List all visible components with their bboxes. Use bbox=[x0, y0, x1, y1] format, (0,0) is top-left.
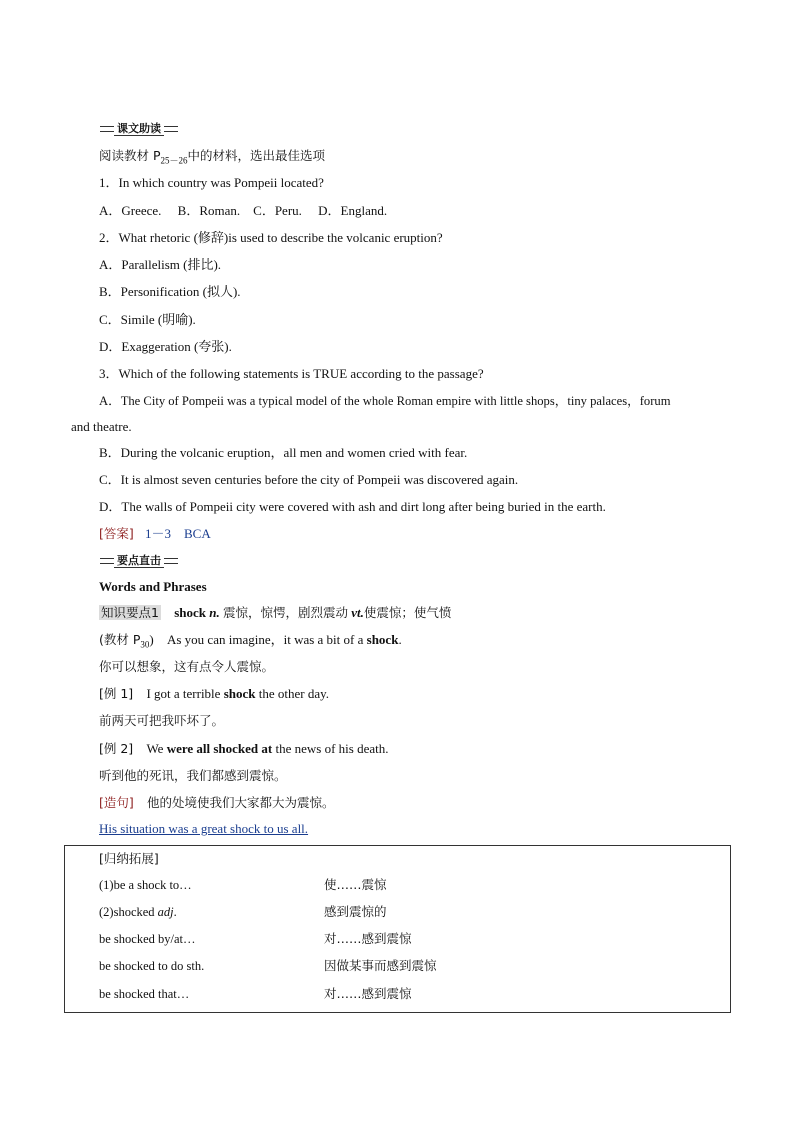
example-1-translation: 前两天可把我吓坏了。 bbox=[99, 713, 225, 728]
words-phrases-title: Words and Phrases bbox=[99, 579, 207, 594]
header-left-bar bbox=[100, 126, 114, 132]
summary-row-en: be shocked to do sth. bbox=[99, 959, 205, 973]
question-2-option-d: D．Exaggeration (夸张). bbox=[99, 339, 232, 354]
summary-row-en: (2)shocked adj. bbox=[99, 905, 177, 919]
question-2-option-c: C．Simile (明喻). bbox=[99, 312, 196, 327]
example-1: [例 1] I got a terrible shock the other day. bbox=[99, 686, 330, 701]
summary-box bbox=[64, 845, 731, 1013]
answer-value: 1－3 BCA bbox=[145, 526, 211, 541]
question-3-option-d: D．The walls of Pompeii city were covered with ash and dirt long after being buried in the earth. bbox=[99, 499, 606, 514]
summary-row-cn: 使……震惊 bbox=[324, 877, 387, 892]
knowledge-point-tag: 知识要点1 bbox=[101, 605, 159, 620]
summary-title: [归纳拓展] bbox=[99, 851, 159, 866]
summary-row-en: (1)be a shock to… bbox=[99, 878, 192, 892]
question-2-option-b: B．Personification (拟人). bbox=[99, 284, 241, 299]
answer-line bbox=[99, 525, 211, 543]
question-1-options: A．Greece. B．Roman. C．Peru. D．England. bbox=[99, 203, 388, 218]
section-header-title: 课文助读 bbox=[114, 122, 164, 136]
knowledge-point-1: 知识要点1 shock n. 震惊，惊愕，剧烈震动 vt.使震惊；使气愤 bbox=[101, 605, 452, 620]
header-right-bar bbox=[164, 126, 178, 132]
sentence-making: [造句] 他的处境使我们大家都大为震惊。 bbox=[99, 795, 335, 810]
section-header-reading bbox=[100, 122, 178, 136]
example-2: [例 2] We were all shocked at the news of his death. bbox=[99, 741, 389, 756]
textbook-example: (教材 $P_{30}$) As you can imagine，it was a bit of a shock. bbox=[99, 632, 402, 650]
question-1: 1．In which country was Pompeii located? bbox=[99, 175, 324, 190]
summary-row-cn: 对……感到震惊 bbox=[324, 931, 412, 946]
question-3-option-a: A．The City of Pompeii was a typical model of the whole Roman empire with little shops，tiny palaces，forum bbox=[99, 394, 671, 408]
question-3-option-a-cont: and theatre. bbox=[71, 419, 132, 434]
summary-row-cn: 因做某事而感到震惊 bbox=[324, 958, 437, 973]
question-2: 2．What rhetoric (修辞)is used to describe the volcanic eruption? bbox=[99, 230, 443, 245]
summary-row-en: be shocked by/at… bbox=[99, 932, 196, 946]
example-2-translation: 听到他的死讯，我们都感到震惊。 bbox=[99, 768, 287, 783]
question-3-option-b: B．During the volcanic eruption，all men and women cried with fear. bbox=[99, 445, 468, 460]
sentence-making-answer: His situation was a great shock to us all. bbox=[99, 821, 309, 836]
instruction: 阅读教材 $P_{25-26}$中的材料，选出最佳选项 bbox=[99, 148, 326, 166]
summary-row-en: be shocked that… bbox=[99, 987, 190, 1001]
summary-row-cn: 对……感到震惊 bbox=[324, 986, 412, 1001]
section-header-keypoints bbox=[100, 554, 178, 568]
answer-label: [答案] bbox=[99, 526, 134, 541]
keyword: shock bbox=[174, 605, 206, 620]
question-2-option-a: A．Parallelism (排比). bbox=[99, 257, 222, 272]
header-left-bar bbox=[100, 558, 114, 564]
section-header-title: 要点直击 bbox=[114, 554, 164, 568]
textbook-translation: 你可以想象，这有点令人震惊。 bbox=[99, 659, 275, 674]
header-right-bar bbox=[164, 558, 178, 564]
question-3: 3．Which of the following statements is TRUE according to the passage? bbox=[99, 366, 484, 381]
question-3-option-c: C．It is almost seven centuries before the city of Pompeii was discovered again. bbox=[99, 472, 519, 487]
summary-row-cn: 感到震惊的 bbox=[324, 904, 387, 919]
